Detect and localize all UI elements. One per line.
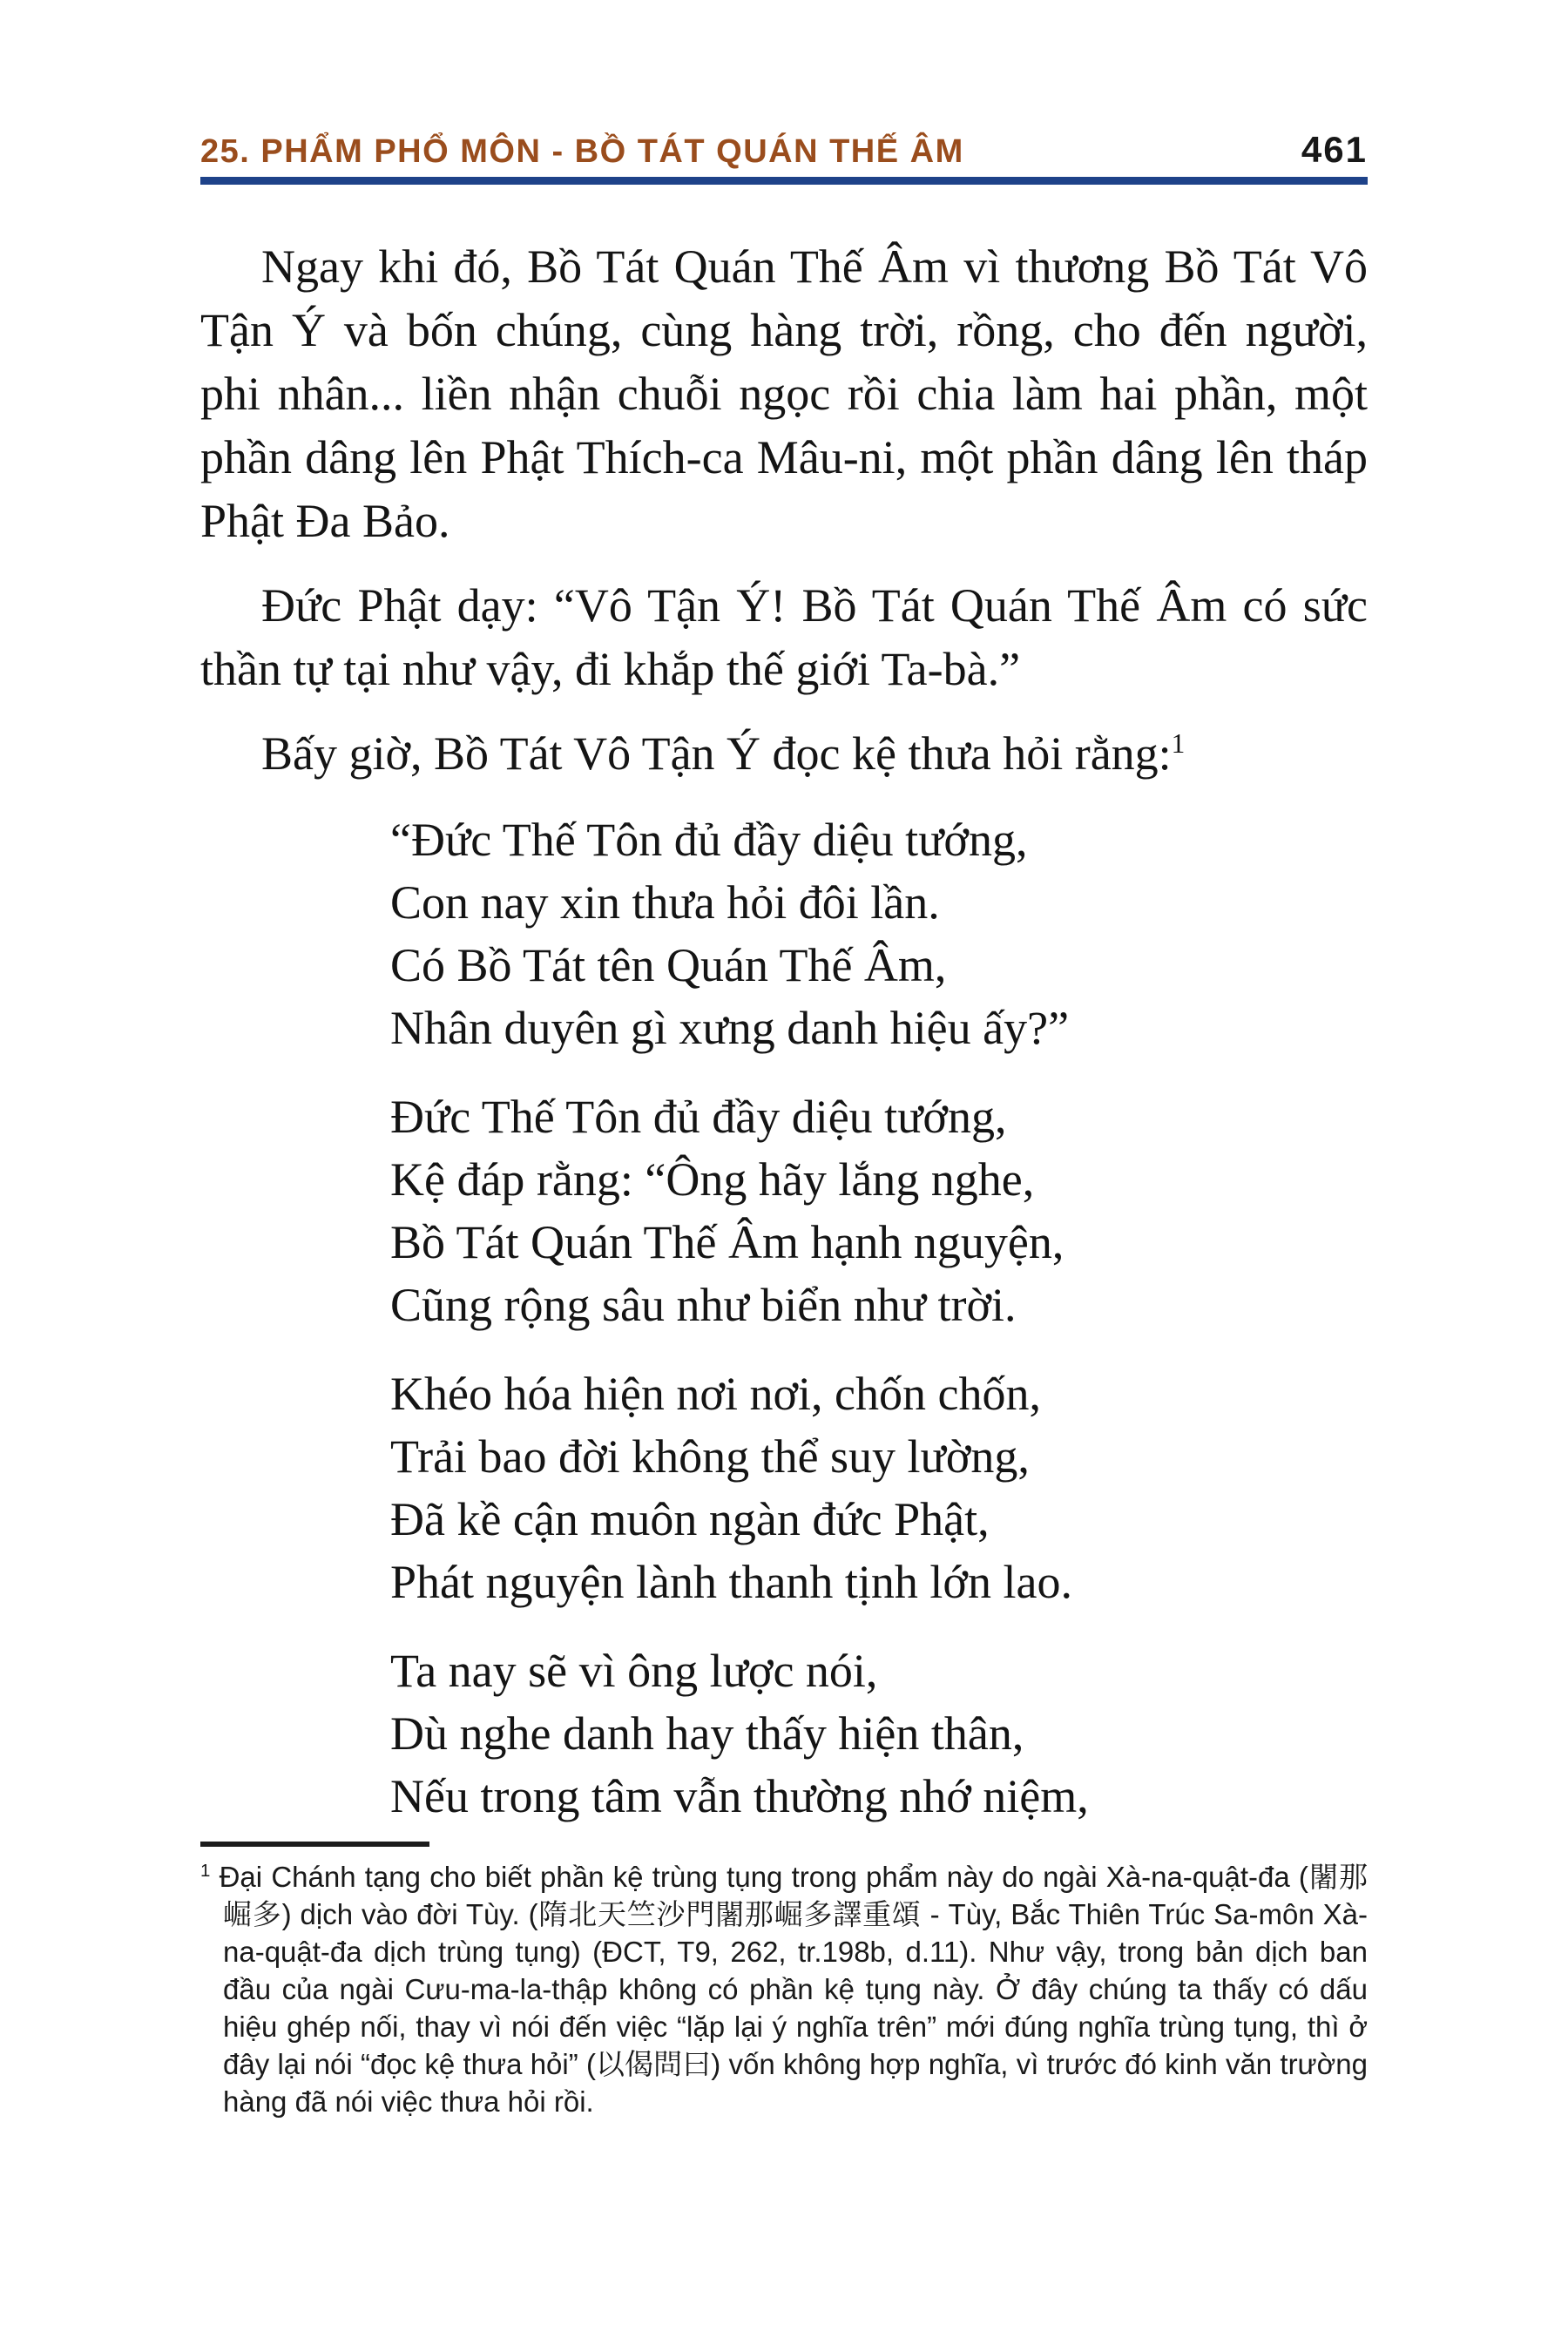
verse-line: Đã kề cận muôn ngàn đức Phật,: [390, 1493, 990, 1545]
footnote-separator-rule: [200, 1842, 429, 1847]
page-number: 461: [1301, 129, 1368, 170]
footnote-reference: 1: [1171, 728, 1186, 759]
verse-line: Khéo hóa hiện nơi nơi, chốn chốn,: [390, 1368, 1041, 1420]
verse-line: Nhân duyên gì xưng danh hiệu ấy?”: [390, 1002, 1070, 1054]
verse-line: Có Bồ Tát tên Quán Thế Âm,: [390, 939, 947, 991]
verse-line: Nếu trong tâm vẫn thường nhớ niệm,: [390, 1770, 1089, 1822]
running-header: [200, 129, 1368, 171]
verse-line: Trải bao đời không thể suy lường,: [390, 1430, 1030, 1483]
footnote-marker: 1: [200, 1861, 211, 1881]
footnote-block: [200, 1858, 1368, 2120]
verse-stanza-2: [390, 1085, 1368, 1336]
paragraph-3: [200, 722, 1368, 786]
paragraph-1: Ngay khi đó, Bồ Tát Quán Thế Âm vì thương Bồ Tát Vô Tận Ý và bốn chúng, cùng hàng trời, rồng, cho đến người, phi nhân... liền nhận chuỗi ngọc rồi chia làm hai phần, một phần dâng lên Phật Thích-ca Mâu-ni, một phần dâng lên tháp Phật Đa Bảo.: [200, 240, 1368, 547]
verse-line: Phát nguyện lành thanh tịnh lớn lao.: [390, 1556, 1072, 1608]
paragraph-2: Đức Phật dạy: “Vô Tận Ý! Bồ Tát Quán Thế Âm có sức thần tự tại như vậy, đi khắp thế giới Ta-bà.”: [200, 579, 1368, 695]
verse-line: Cũng rộng sâu như biển như trời.: [390, 1279, 1017, 1331]
body-text: [200, 235, 1368, 1828]
verse-line: Kệ đáp rằng: “Ông hãy lắng nghe,: [390, 1153, 1035, 1206]
verse-stanza-1: [390, 808, 1368, 1059]
header-rule: [200, 177, 1368, 185]
verse-line: Con nay xin thưa hỏi đôi lần.: [390, 876, 940, 929]
verse-line: “Đức Thế Tôn đủ đầy diệu tướng,: [390, 814, 1028, 866]
verse-line: Bồ Tát Quán Thế Âm hạnh nguyện,: [390, 1216, 1064, 1268]
verse-line: Đức Thế Tôn đủ đầy diệu tướng,: [390, 1091, 1007, 1143]
verse-line: Dù nghe danh hay thấy hiện thân,: [390, 1707, 1024, 1760]
chapter-title: 25. PHẨM PHỔ MÔN - BỒ TÁT QUÁN THẾ ÂM: [200, 133, 964, 170]
verse-stanza-4: [390, 1639, 1368, 1828]
paragraph-3-text: Bấy giờ, Bồ Tát Vô Tận Ý đọc kệ thưa hỏi rằng:: [261, 727, 1172, 780]
footnote-1: [200, 1858, 1368, 2120]
footnote-text: Đại Chánh tạng cho biết phần kệ trùng tụng trong phẩm này do ngài Xà-na-quật-đa (闍那崛多) dịch vào đời Tùy. (隋北天竺沙門闍那崛多譯重頌 - Tùy, Bắc Thiên Trúc Sa-môn Xà-na-quật-đa dịch trùng tụng) (ĐCT, T9, 262, tr.198b, d.11). Như vậy, trong bản dịch ban đầu của ngài Cưu-ma-la-thập không có phần kệ tụng này. Ở đây chúng ta thấy có dấu hiệu ghép nối, thay vì nói đến việc “lặp lại ý nghĩa trên” mới đúng nghĩa trùng tụng, thì ở đây lại nói “đọc kệ thưa hỏi” (以偈問曰) vốn không hợp nghĩa, vì trước đó kinh văn trường hàng đã nói việc thưa hỏi rồi.: [219, 1861, 1368, 2118]
verse-line: Ta nay sẽ vì ông lược nói,: [390, 1645, 878, 1697]
verse-stanza-3: [390, 1362, 1368, 1613]
